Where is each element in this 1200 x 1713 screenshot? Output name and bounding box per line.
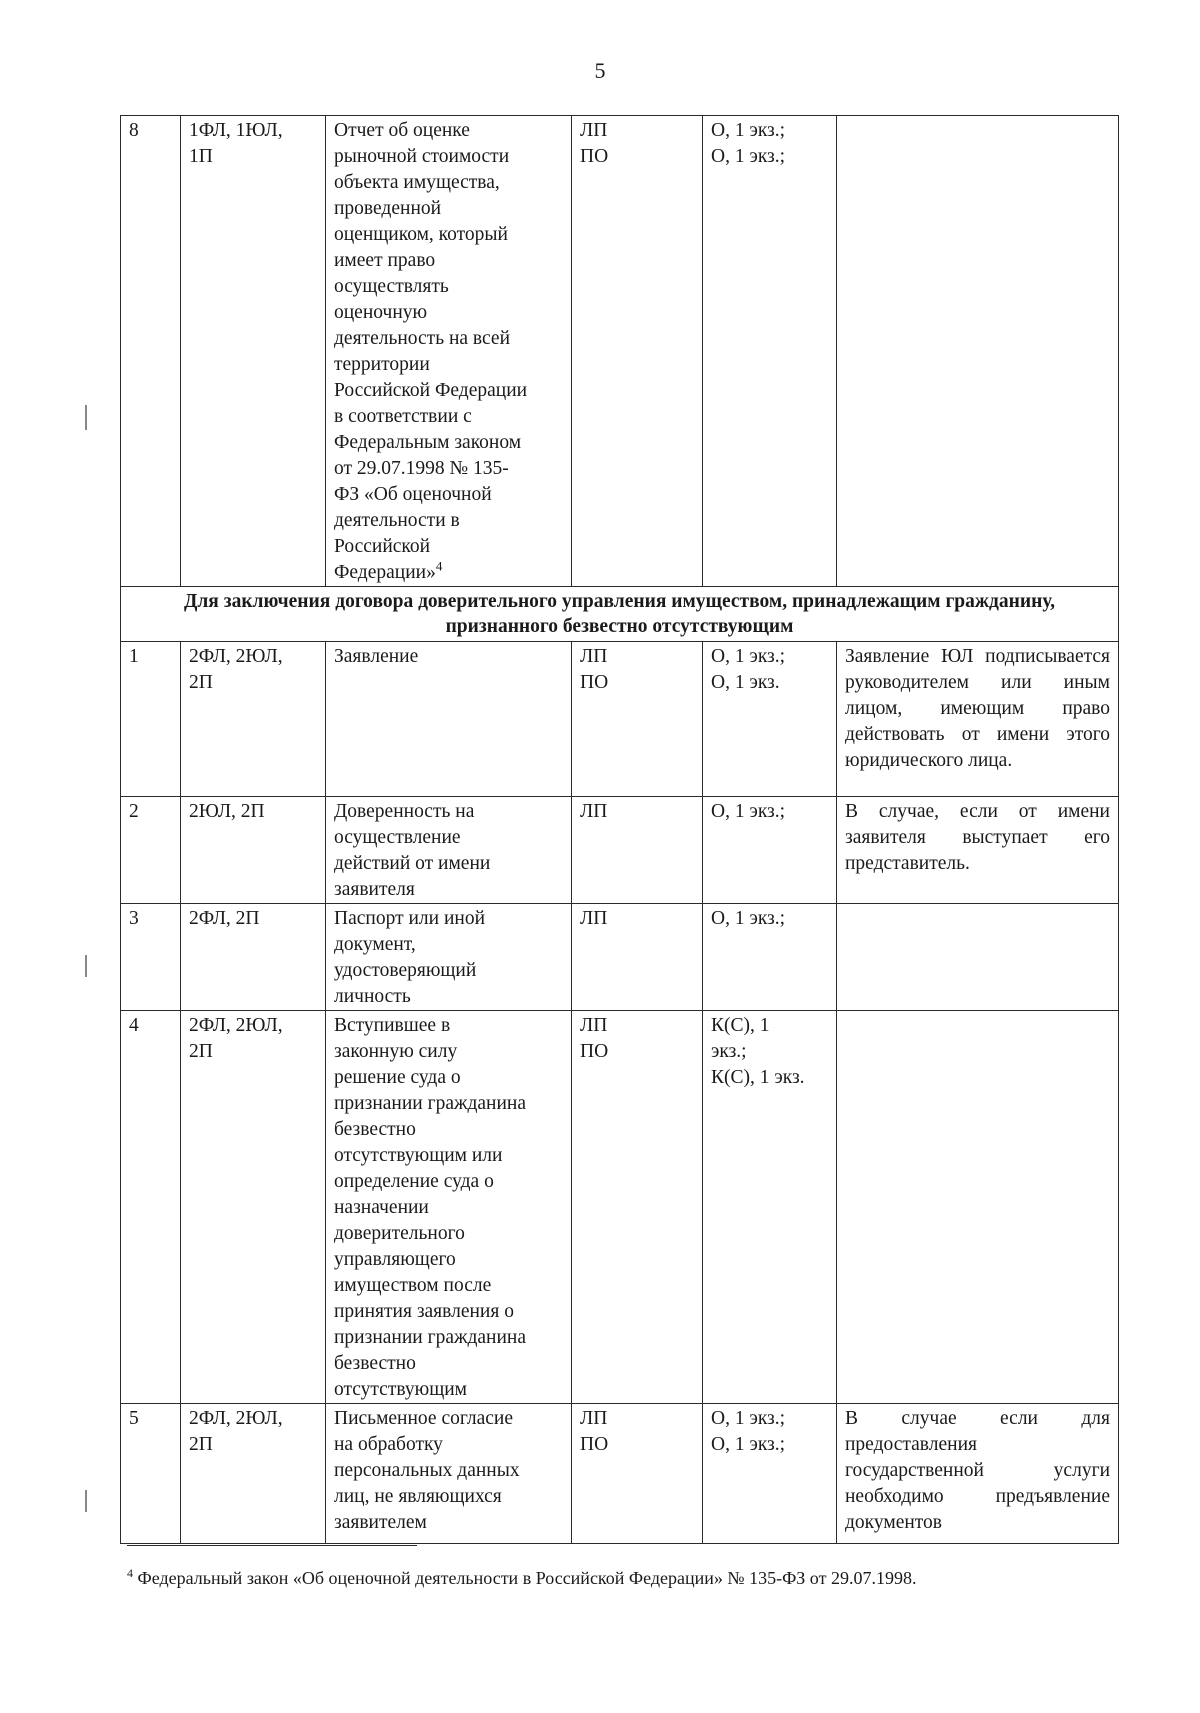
table-row bbox=[121, 904, 1119, 1011]
page-number: 5 bbox=[594, 58, 606, 83]
footnote-divider bbox=[127, 1545, 417, 1546]
footnote-text: Федеральный закон «Об оценочной деятельности в Российской Федерации» № 135-ФЗ от 29.07.1998. bbox=[137, 1568, 917, 1588]
document-name: Доверенность на осуществление действий от имени заявителя bbox=[326, 797, 572, 904]
table-row bbox=[121, 116, 1119, 587]
row-number: 8 bbox=[121, 116, 181, 587]
applicant-category: 2ФЛ, 2П bbox=[181, 904, 326, 1011]
document-notes: В случае, если от имени заявителя выступает его представитель. bbox=[837, 797, 1119, 904]
row-number: 2 bbox=[121, 797, 181, 904]
table-row bbox=[121, 797, 1119, 904]
document-notes bbox=[837, 116, 1119, 587]
scan-artifact-mark bbox=[85, 1490, 87, 1512]
document-name: Письменное согласие на обработку персональных данных лиц, не являющихся заявителем bbox=[326, 1404, 572, 1544]
document-notes: Заявление ЮЛ подписывается руководителем или иным лицом, имеющим право действовать от имени этого юридического лица. bbox=[837, 642, 1119, 797]
document-notes bbox=[837, 904, 1119, 1011]
footnote-reference: 4 bbox=[435, 558, 443, 574]
table-row bbox=[121, 1011, 1119, 1404]
scan-artifact-mark bbox=[85, 955, 87, 977]
document-name: Паспорт или иной документ, удостоверяющий личность bbox=[326, 904, 572, 1011]
table-row bbox=[121, 642, 1119, 797]
applicant-category: 2ФЛ, 2ЮЛ, 2П bbox=[181, 642, 326, 797]
document-form: О, 1 экз.; О, 1 экз.; bbox=[703, 116, 837, 587]
document-form: О, 1 экз.; О, 1 экз. bbox=[703, 642, 837, 797]
document-form: О, 1 экз.; О, 1 экз.; bbox=[703, 1404, 837, 1544]
table-row bbox=[121, 1404, 1119, 1544]
applicant-category: 1ФЛ, 1ЮЛ, 1П bbox=[181, 116, 326, 587]
submission-method: ЛП bbox=[572, 904, 703, 1011]
document-form: О, 1 экз.; bbox=[703, 904, 837, 1011]
document-notes: В случае если для предоставления государственной услуги необходимо предъявление документов bbox=[837, 1404, 1119, 1544]
document-name: Заявление bbox=[326, 642, 572, 797]
applicant-category: 2ФЛ, 2ЮЛ, 2П bbox=[181, 1011, 326, 1404]
document-form: О, 1 экз.; bbox=[703, 797, 837, 904]
document-name: Вступившее в законную силу решение суда о признании гражданина безвестно отсутствующим или определение суда о назначении доверительного управляющего имуществом после принятия заявления о признании гражданина безвестно отсутствующим bbox=[326, 1011, 572, 1404]
section-header: Для заключения договора доверительного управления имуществом, принадлежащим гражданину, признанного безвестно отсутствующим bbox=[121, 587, 1119, 642]
row-number: 5 bbox=[121, 1404, 181, 1544]
section-header-row bbox=[121, 587, 1119, 642]
submission-method: ЛП ПО bbox=[572, 1011, 703, 1404]
scan-artifact-mark bbox=[85, 405, 87, 430]
row-number: 3 bbox=[121, 904, 181, 1011]
submission-method: ЛП bbox=[572, 797, 703, 904]
row-number: 4 bbox=[121, 1011, 181, 1404]
row-number: 1 bbox=[121, 642, 181, 797]
applicant-category: 2ФЛ, 2ЮЛ, 2П bbox=[181, 1404, 326, 1544]
submission-method: ЛП ПО bbox=[572, 642, 703, 797]
submission-method: ЛП ПО bbox=[572, 1404, 703, 1544]
document-notes bbox=[837, 1011, 1119, 1404]
submission-method: ЛП ПО bbox=[572, 116, 703, 587]
footnote-marker: 4 bbox=[127, 1566, 133, 1580]
document-form: К(С), 1 экз.; К(С), 1 экз. bbox=[703, 1011, 837, 1404]
applicant-category: 2ЮЛ, 2П bbox=[181, 797, 326, 904]
documents-table bbox=[120, 115, 1119, 1544]
document-name: Отчет об оценке рыночной стоимости объекта имущества, проведенной оценщиком, который имеет право осуществлять оценочную деятельность на всей территории Российской Федерации в соответствии с Федеральным законом от 29.07.1998 № 135- ФЗ «Об оценочной деятельности в Российской Федерации»$^4$ bbox=[326, 116, 572, 587]
footnote bbox=[127, 1566, 1117, 1589]
